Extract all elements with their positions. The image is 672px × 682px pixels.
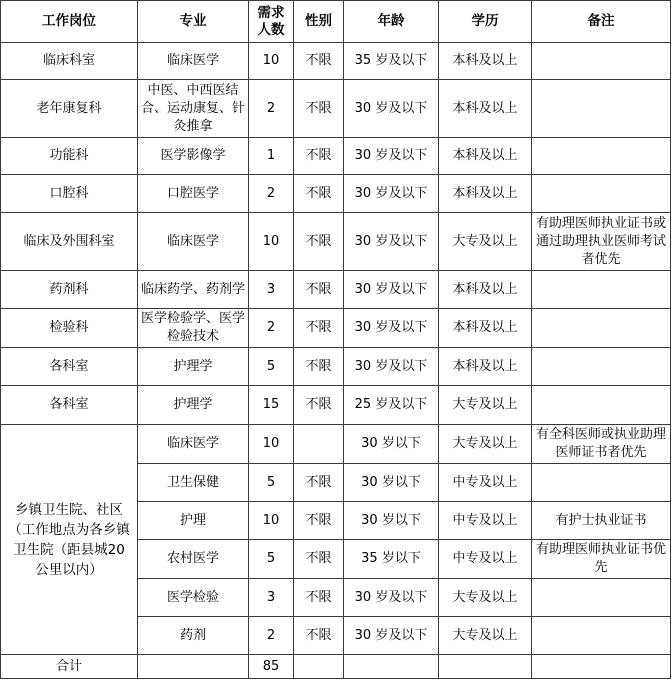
cell-major: 农村医学 [138,540,249,579]
cell-education: 大专及以上 [439,617,532,655]
header-row [1,1,671,43]
cell-education: 大专及以上 [439,213,532,271]
cell-age: 30 岁及以下 [344,138,439,175]
cell-gender: 不限 [294,43,344,80]
cell-major: 临床医学 [138,425,249,464]
cell-count: 1 [249,138,294,175]
cell-major: 中医、中西医结合、运动康复、针灸推拿 [138,80,249,138]
table-row [1,213,671,271]
cell-count: 2 [249,175,294,213]
cell-note: 有全科医师或执业助理医师证书者优先 [532,425,671,464]
header-count: 需求人数 [249,1,294,43]
cell-major: 临床医学 [138,43,249,80]
cell-age: 30 岁以下 [344,425,439,464]
cell-education: 中专及以上 [439,540,532,579]
cell-major: 医学检验 [138,579,249,617]
cell-count: 2 [249,80,294,138]
cell-major: 护理学 [138,348,249,386]
total-blank [439,655,532,679]
header-gender: 性别 [294,1,344,43]
header-position: 工作岗位 [1,1,138,43]
total-row [1,655,671,679]
cell-age: 30 岁及以下 [344,271,439,309]
cell-gender: 不限 [294,464,344,502]
table-row [1,386,671,425]
total-blank [138,655,249,679]
cell-count: 10 [249,43,294,80]
cell-note [532,464,671,502]
cell-major: 护理 [138,502,249,540]
cell-major: 医学影像学 [138,138,249,175]
table-row [1,309,671,348]
total-count: 85 [249,655,294,679]
header-major: 专业 [138,1,249,43]
cell-note [532,579,671,617]
table-row [1,425,671,464]
total-blank [344,655,439,679]
cell-age: 25 岁及以下 [344,386,439,425]
cell-age: 35 岁以下 [344,540,439,579]
cell-age: 35 岁及以下 [344,43,439,80]
table-row [1,271,671,309]
cell-gender: 不限 [294,213,344,271]
cell-count: 15 [249,386,294,425]
table-row [1,175,671,213]
cell-gender: 不限 [294,175,344,213]
cell-major: 卫生保健 [138,464,249,502]
cell-education: 本科及以上 [439,43,532,80]
cell-gender: 不限 [294,348,344,386]
cell-note: 有护士执业证书 [532,502,671,540]
cell-count: 5 [249,464,294,502]
cell-gender: 不限 [294,271,344,309]
table-row [1,80,671,138]
cell-age: 30 岁及以下 [344,80,439,138]
header-note: 备注 [532,1,671,43]
header-age: 年龄 [344,1,439,43]
cell-age: 30 岁及以下 [344,175,439,213]
cell-gender: 不限 [294,579,344,617]
cell-gender: 不限 [294,386,344,425]
cell-position: 各科室 [1,348,138,386]
cell-note: 有助理医师执业证书优先 [532,540,671,579]
cell-gender: 不限 [294,502,344,540]
cell-major: 护理学 [138,386,249,425]
cell-age: 30 岁及以下 [344,617,439,655]
cell-count: 10 [249,213,294,271]
total-label: 合计 [1,655,138,679]
cell-gender: 不限 [294,617,344,655]
total-blank [294,655,344,679]
table-row [1,348,671,386]
cell-note [532,138,671,175]
cell-position: 检验科 [1,309,138,348]
cell-age: 30 岁以下 [344,502,439,540]
cell-education: 本科及以上 [439,348,532,386]
cell-major: 口腔医学 [138,175,249,213]
cell-education: 本科及以上 [439,309,532,348]
cell-education: 本科及以上 [439,271,532,309]
cell-count: 2 [249,309,294,348]
cell-note [532,386,671,425]
cell-major: 药剂 [138,617,249,655]
cell-gender: 不限 [294,540,344,579]
table-row [1,138,671,175]
cell-position: 老年康复科 [1,80,138,138]
header-education: 学历 [439,1,532,43]
cell-count: 3 [249,271,294,309]
cell-gender [294,425,344,464]
cell-gender: 不限 [294,138,344,175]
cell-position: 口腔科 [1,175,138,213]
cell-note [532,43,671,80]
cell-age: 30 岁及以下 [344,348,439,386]
cell-major: 临床医学 [138,213,249,271]
cell-note [532,175,671,213]
cell-count: 10 [249,502,294,540]
cell-age: 30 岁及以下 [344,309,439,348]
cell-major: 临床药学、药剂学 [138,271,249,309]
cell-note [532,348,671,386]
cell-note [532,617,671,655]
cell-education: 本科及以上 [439,175,532,213]
cell-education: 本科及以上 [439,138,532,175]
cell-position: 药剂科 [1,271,138,309]
total-blank [532,655,671,679]
cell-note: 有助理医师执业证书或通过助理执业医师考试者优先 [532,213,671,271]
cell-major: 医学检验学、医学检验技术 [138,309,249,348]
cell-count: 5 [249,348,294,386]
cell-position: 临床及外围科室 [1,213,138,271]
cell-gender: 不限 [294,80,344,138]
cell-education: 中专及以上 [439,464,532,502]
cell-position: 功能科 [1,138,138,175]
cell-gender: 不限 [294,309,344,348]
cell-note [532,271,671,309]
cell-education: 中专及以上 [439,502,532,540]
cell-age: 30 岁及以下 [344,213,439,271]
cell-note [532,309,671,348]
cell-education: 大专及以上 [439,425,532,464]
cell-age: 30 岁以下 [344,464,439,502]
table-row [1,43,671,80]
cell-position-township: 乡镇卫生院、社区（工作地点为各乡镇卫生院（距县城20公里以内） [1,425,138,655]
cell-count: 10 [249,425,294,464]
cell-note [532,80,671,138]
cell-count: 3 [249,579,294,617]
cell-count: 2 [249,617,294,655]
cell-position: 各科室 [1,386,138,425]
cell-education: 大专及以上 [439,386,532,425]
cell-education: 大专及以上 [439,579,532,617]
cell-age: 30 岁及以下 [344,579,439,617]
cell-count: 5 [249,540,294,579]
cell-position: 临床科室 [1,43,138,80]
cell-education: 本科及以上 [439,80,532,138]
